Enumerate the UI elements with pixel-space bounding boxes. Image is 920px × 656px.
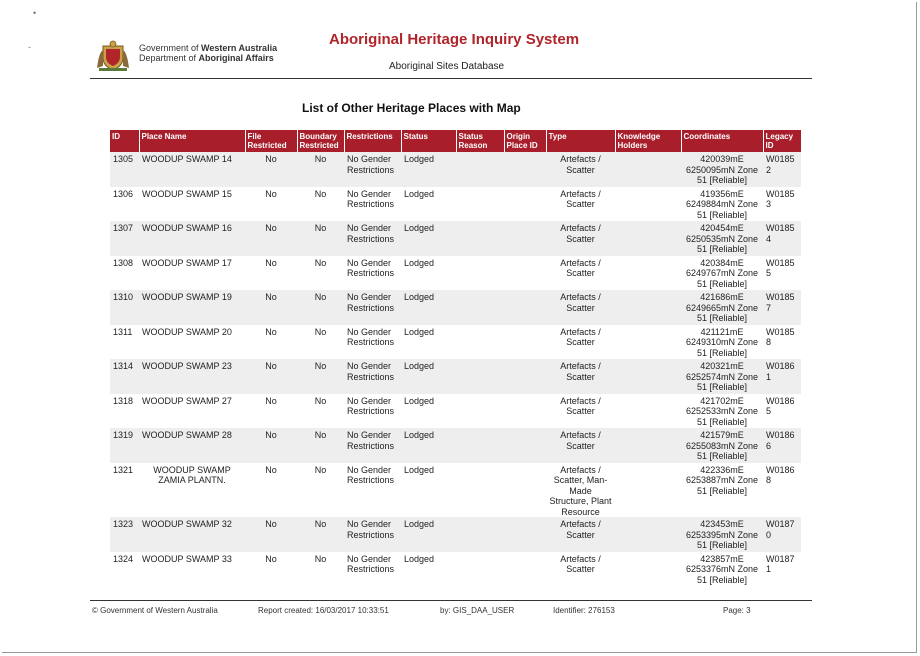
cell-id: 1307: [110, 221, 139, 256]
table-row: [110, 552, 801, 587]
cell-type: Artefacts / Scatter: [560, 188, 601, 209]
cell-type: Artefacts / Scatter: [560, 326, 601, 347]
cell-restrictions: No Gender Restrictions: [344, 290, 401, 325]
table-row: [110, 463, 801, 518]
cell-knowledge-holders: [615, 394, 681, 429]
cell-status: Lodged: [404, 188, 435, 199]
cell-id: 1324: [113, 553, 134, 564]
table-row: [110, 290, 801, 325]
cell-file-restricted: No: [265, 188, 277, 199]
cell-status-reason: [456, 552, 504, 587]
cell-origin-place-id: [504, 463, 546, 518]
column-header: Restrictions: [344, 130, 401, 152]
cell-type: Artefacts / Scatter: [560, 395, 601, 416]
cell-status: Lodged: [404, 395, 435, 406]
table-row: [110, 517, 801, 552]
cell-origin-place-id: [504, 290, 546, 325]
cell-coordinates: 420321mE 6252574mN Zone 51 [Reliable]: [681, 359, 763, 394]
cell-knowledge-holders: [615, 463, 681, 518]
cell-restrictions: No Gender Restrictions: [347, 257, 395, 278]
cell-status-reason: [456, 463, 504, 518]
column-header: Knowledge Holders: [615, 130, 681, 152]
scan-mark: -: [28, 42, 31, 52]
footer-divider: [90, 600, 812, 601]
cell-file-restricted: No: [265, 553, 277, 564]
dept-prefix: Department of: [139, 53, 197, 63]
cell-legacy-id: W0185 7: [763, 290, 801, 325]
cell-knowledge-holders: [615, 187, 681, 222]
table-body: [110, 152, 801, 586]
cell-boundary-restricted: No: [314, 188, 327, 199]
cell-legacy-id: W0187 0: [763, 517, 801, 552]
cell-status-reason: [456, 290, 504, 325]
cell-boundary-restricted: No: [297, 517, 344, 552]
cell-file-restricted: No: [265, 464, 277, 475]
cell-boundary-restricted: No: [297, 221, 344, 256]
cell-origin-place-id: [504, 394, 546, 429]
cell-status-reason: [456, 325, 504, 360]
cell-coordinates: 423857mE 6253376mN Zone 51 [Reliable]: [685, 553, 759, 585]
cell-status-reason: [456, 187, 504, 222]
column-header: Legacy ID: [763, 130, 801, 152]
cell-type: Artefacts / Scatter: [546, 428, 615, 463]
cell-file-restricted: No: [245, 359, 297, 394]
cell-file-restricted: No: [245, 152, 297, 187]
cell-legacy-id: W0186 6: [763, 428, 801, 463]
cell-place-name: WOODUP SWAMP 16: [139, 221, 245, 256]
column-header: Boundary Restricted: [297, 130, 344, 152]
cell-id: 1319: [110, 428, 139, 463]
cell-restrictions: No Gender Restrictions: [344, 221, 401, 256]
cell-boundary-restricted: No: [314, 326, 327, 337]
dept-name: Aboriginal Affairs: [198, 53, 274, 63]
cell-status-reason: [456, 152, 504, 187]
cell-legacy-id: W0187 1: [766, 553, 795, 574]
column-header: ID: [110, 130, 139, 152]
cell-status: Lodged: [401, 517, 456, 552]
cell-place-name: WOODUP SWAMP 33: [142, 553, 232, 564]
cell-status: Lodged: [401, 290, 456, 325]
column-header: Status Reason: [456, 130, 504, 152]
cell-id: 1323: [110, 517, 139, 552]
cell-coordinates: 423453mE 6253395mN Zone 51 [Reliable]: [681, 517, 763, 552]
cell-boundary-restricted: No: [297, 290, 344, 325]
footer-identifier: Identifier: 276153: [553, 606, 615, 615]
cell-type: Artefacts / Scatter: [546, 221, 615, 256]
cell-status: Lodged: [401, 152, 456, 187]
government-label: [139, 43, 277, 63]
cell-id: 1314: [110, 359, 139, 394]
cell-status-reason: [456, 221, 504, 256]
cell-coordinates: 421686mE 6249665mN Zone 51 [Reliable]: [681, 290, 763, 325]
cell-origin-place-id: [504, 359, 546, 394]
cell-legacy-id: W0186 1: [763, 359, 801, 394]
cell-type: Artefacts / Scatter: [560, 553, 601, 574]
cell-type: Artefacts / Scatter: [546, 359, 615, 394]
cell-restrictions: No Gender Restrictions: [347, 553, 395, 574]
cell-knowledge-holders: [615, 359, 681, 394]
table-row: [110, 152, 801, 187]
table-row: [110, 428, 801, 463]
cell-place-name: WOODUP SWAMP 32: [139, 517, 245, 552]
table-row: [110, 187, 801, 222]
cell-boundary-restricted: No: [314, 553, 327, 564]
cell-status: Lodged: [401, 428, 456, 463]
footer-page-number: Page: 3: [723, 606, 751, 615]
cell-restrictions: No Gender Restrictions: [347, 188, 395, 209]
cell-restrictions: No Gender Restrictions: [344, 428, 401, 463]
cell-status-reason: [456, 394, 504, 429]
cell-id: 1310: [110, 290, 139, 325]
cell-place-name: WOODUP SWAMP 17: [142, 257, 232, 268]
cell-knowledge-holders: [615, 256, 681, 291]
cell-coordinates: 421121mE 6249310mN Zone 51 [Reliable]: [685, 326, 759, 358]
table-row: [110, 256, 801, 291]
cell-origin-place-id: [504, 152, 546, 187]
gov-prefix: Government of: [139, 43, 199, 53]
cell-status: Lodged: [404, 553, 435, 564]
cell-place-name: WOODUP SWAMP 14: [139, 152, 245, 187]
table-row: [110, 359, 801, 394]
cell-coordinates: 421579mE 6255083mN Zone 51 [Reliable]: [681, 428, 763, 463]
table-row: [110, 221, 801, 256]
cell-legacy-id: W0185 5: [766, 257, 795, 278]
cell-origin-place-id: [504, 187, 546, 222]
cell-knowledge-holders: [615, 221, 681, 256]
cell-origin-place-id: [504, 221, 546, 256]
wa-crest-logo: [95, 38, 131, 72]
cell-boundary-restricted: No: [297, 428, 344, 463]
cell-legacy-id: W0185 8: [766, 326, 795, 347]
cell-knowledge-holders: [615, 290, 681, 325]
sites-table: [110, 130, 802, 586]
cell-coordinates: 421702mE 6252533mN Zone 51 [Reliable]: [685, 395, 759, 427]
cell-status-reason: [456, 359, 504, 394]
cell-file-restricted: No: [265, 395, 277, 406]
cell-id: 1321: [113, 464, 134, 475]
cell-status: Lodged: [404, 464, 435, 475]
cell-place-name: WOODUP SWAMP 19: [139, 290, 245, 325]
column-header: Place Name: [139, 130, 245, 152]
column-header: Origin Place ID: [504, 130, 546, 152]
cell-place-name: WOODUP SWAMP 20: [142, 326, 232, 337]
cell-file-restricted: No: [245, 428, 297, 463]
cell-origin-place-id: [504, 517, 546, 552]
cell-boundary-restricted: No: [314, 257, 327, 268]
cell-origin-place-id: [504, 256, 546, 291]
cell-file-restricted: No: [245, 221, 297, 256]
cell-knowledge-holders: [615, 517, 681, 552]
column-header: Type: [546, 130, 615, 152]
column-header: Status: [401, 130, 456, 152]
cell-knowledge-holders: [615, 428, 681, 463]
cell-id: 1308: [113, 257, 134, 268]
table-row: [110, 325, 801, 360]
cell-knowledge-holders: [615, 325, 681, 360]
cell-legacy-id: W0185 4: [763, 221, 801, 256]
cell-legacy-id: W0185 2: [763, 152, 801, 187]
table-row: [110, 394, 801, 429]
cell-boundary-restricted: No: [314, 395, 327, 406]
cell-type: Artefacts / Scatter, Man-Made Structure, Plant Resource: [549, 464, 612, 517]
cell-id: 1318: [113, 395, 134, 406]
cell-boundary-restricted: No: [297, 359, 344, 394]
cell-file-restricted: No: [245, 517, 297, 552]
cell-legacy-id: W0186 8: [766, 464, 795, 485]
cell-coordinates: 419356mE 6249884mN Zone 51 [Reliable]: [685, 188, 759, 220]
cell-type: Artefacts / Scatter: [560, 257, 601, 278]
cell-id: 1305: [110, 152, 139, 187]
cell-knowledge-holders: [615, 552, 681, 587]
cell-restrictions: No Gender Restrictions: [344, 359, 401, 394]
cell-place-name: WOODUP SWAMP 23: [139, 359, 245, 394]
cell-restrictions: No Gender Restrictions: [344, 152, 401, 187]
cell-restrictions: No Gender Restrictions: [347, 464, 395, 485]
cell-status-reason: [456, 428, 504, 463]
cell-coordinates: 422336mE 6253887mN Zone 51 [Reliable]: [685, 464, 759, 496]
cell-restrictions: No Gender Restrictions: [347, 395, 395, 416]
cell-status-reason: [456, 256, 504, 291]
cell-origin-place-id: [504, 552, 546, 587]
cell-coordinates: 420384mE 6249767mN Zone 51 [Reliable]: [685, 257, 759, 289]
column-header: Coordinates: [681, 130, 763, 152]
cell-place-name: WOODUP SWAMP 27: [142, 395, 232, 406]
cell-coordinates: 420454mE 6250535mN Zone 51 [Reliable]: [681, 221, 763, 256]
column-header: File Restricted: [245, 130, 297, 152]
cell-status-reason: [456, 517, 504, 552]
cell-knowledge-holders: [615, 152, 681, 187]
cell-file-restricted: No: [245, 290, 297, 325]
cell-status: Lodged: [404, 326, 435, 337]
report-subtitle: Aboriginal Sites Database: [389, 61, 505, 72]
cell-legacy-id: W0186 5: [766, 395, 795, 416]
header-divider: [90, 78, 812, 79]
cell-status: Lodged: [404, 257, 435, 268]
table-header-row: [110, 130, 801, 152]
cell-id: 1306: [113, 188, 134, 199]
cell-file-restricted: No: [265, 257, 277, 268]
cell-status: Lodged: [401, 359, 456, 394]
scan-mark: •: [33, 8, 37, 18]
cell-boundary-restricted: No: [314, 464, 327, 475]
footer-report-created: Report created: 16/03/2017 10:33:51: [258, 606, 389, 615]
gov-state: Western Australia: [201, 43, 278, 53]
cell-id: 1311: [113, 326, 133, 337]
footer-user: by: GIS_DAA_USER: [440, 606, 515, 615]
cell-type: Artefacts / Scatter: [546, 152, 615, 187]
report-title: Aboriginal Heritage Inquiry System: [329, 31, 580, 48]
footer-copyright: © Government of Western Australia: [92, 606, 218, 615]
list-title: List of Other Heritage Places with Map: [302, 101, 521, 115]
cell-boundary-restricted: No: [297, 152, 344, 187]
cell-place-name: WOODUP SWAMP 28: [139, 428, 245, 463]
cell-origin-place-id: [504, 428, 546, 463]
cell-type: Artefacts / Scatter: [546, 290, 615, 325]
cell-file-restricted: No: [265, 326, 277, 337]
cell-place-name: WOODUP SWAMP 15: [142, 188, 232, 199]
cell-status: Lodged: [401, 221, 456, 256]
cell-place-name: WOODUP SWAMP ZAMIA PLANTN.: [153, 464, 231, 485]
cell-type: Artefacts / Scatter: [546, 517, 615, 552]
cell-legacy-id: W0185 3: [766, 188, 795, 209]
cell-restrictions: No Gender Restrictions: [347, 326, 395, 347]
cell-origin-place-id: [504, 325, 546, 360]
cell-restrictions: No Gender Restrictions: [344, 517, 401, 552]
cell-coordinates: 420039mE 6250095mN Zone 51 [Reliable]: [681, 152, 763, 187]
